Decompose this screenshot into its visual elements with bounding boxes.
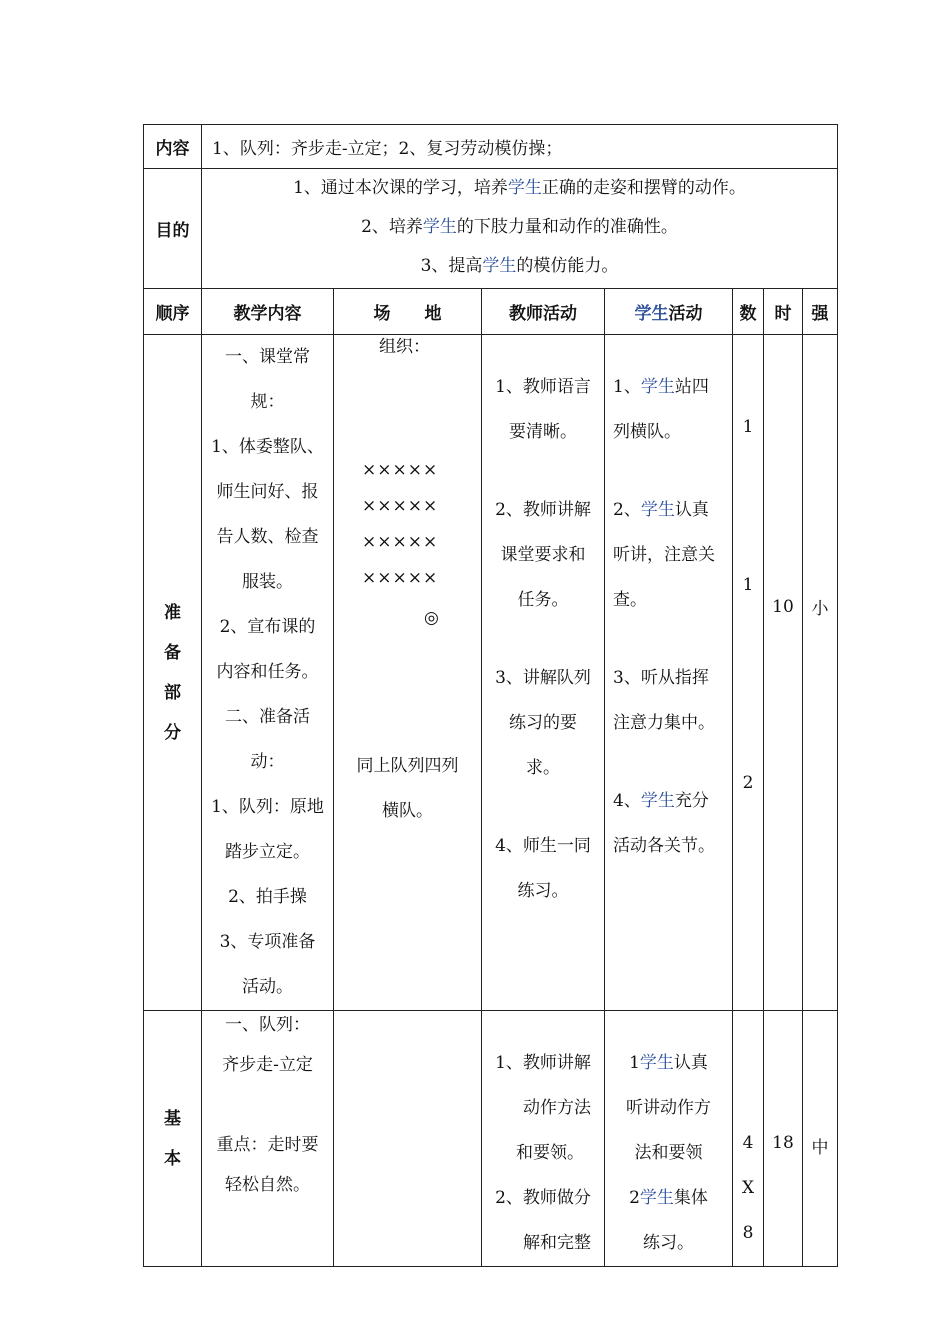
teacher-position-mark: ◎ — [424, 608, 440, 628]
basic-student-activity: 1学生认真 听讲动作方 法和要领 2学生集体 练习。 — [605, 1011, 733, 1267]
header-teacher: 教师活动 — [482, 289, 605, 335]
formation-grid: ××××× ××××× ××××× ××××× ◎ — [334, 452, 481, 640]
venue-note: 同上队列四列 横队。 — [356, 756, 459, 821]
prep-venue — [334, 335, 482, 1011]
header-venue: 场 地 — [334, 289, 482, 335]
content-row — [144, 125, 838, 169]
prep-section-label: 准 备 部 分 — [144, 335, 202, 1011]
basic-section-label: 基 本 — [144, 1011, 202, 1267]
venue-org: 组织： — [379, 337, 430, 357]
basic-counts: 4 X 8 — [733, 1011, 764, 1267]
prep-intensity: 小 — [803, 335, 838, 1011]
purpose-row — [144, 169, 838, 289]
purpose-line-2: 2、培养学生的下肢力量和动作的准确性。 — [361, 217, 678, 237]
prep-time: 10 — [764, 335, 803, 1011]
purpose-cell — [202, 169, 838, 289]
content-text: 1、队列：齐步走-立定；2、复习劳动模仿操； — [202, 125, 838, 169]
content-label: 内容 — [144, 125, 202, 169]
prep-teaching-content: 一、课堂常 规： 1、体委整队、 师生问好、报 告人数、检查 服装。 2、宣布课的 内容和任务。 二、准备活 动： 1、队列：原地 踏步立定。 2、拍手操 3、专项准备 活动。 — [202, 335, 334, 1011]
basic-row — [144, 1011, 838, 1267]
lesson-plan-table — [143, 124, 838, 1267]
basic-teacher-activity: 1、教师讲解 动作方法 和要领。 2、教师做分 解和完整 — [482, 1011, 605, 1267]
header-student: 学生活动 — [605, 289, 733, 335]
header-teaching: 教学内容 — [202, 289, 334, 335]
header-order: 顺序 — [144, 289, 202, 335]
prep-student-activity: 1、学生站四 列横队。 2、学生认真 听讲，注意关 查。 3、听从指挥 注意力集中。 4、学生充分 活动各关节。 — [605, 335, 733, 1011]
header-time: 时 — [764, 289, 803, 335]
purpose-line-3: 3、提高学生的模仿能力。 — [420, 256, 619, 276]
basic-intensity: 中 — [803, 1011, 838, 1267]
header-count: 数 — [733, 289, 764, 335]
basic-teaching-content: 一、队列： 齐步走-立定 重点：走时要 轻松自然。 — [202, 1011, 334, 1267]
prep-row — [144, 335, 838, 1011]
basic-time: 18 — [764, 1011, 803, 1267]
purpose-line-1: 1、通过本次课的学习，培养学生正确的走姿和摆臂的动作。 — [293, 178, 746, 198]
basic-venue — [334, 1011, 482, 1267]
prep-counts: 1 1 2 — [733, 335, 764, 1011]
header-row — [144, 289, 838, 335]
purpose-label: 目的 — [144, 169, 202, 289]
prep-teacher-activity: 1、教师语言 要清晰。 2、教师讲解 课堂要求和 任务。 3、讲解队列 练习的要 求。 4、师生一同 练习。 — [482, 335, 605, 1011]
header-intensity: 强 — [803, 289, 838, 335]
